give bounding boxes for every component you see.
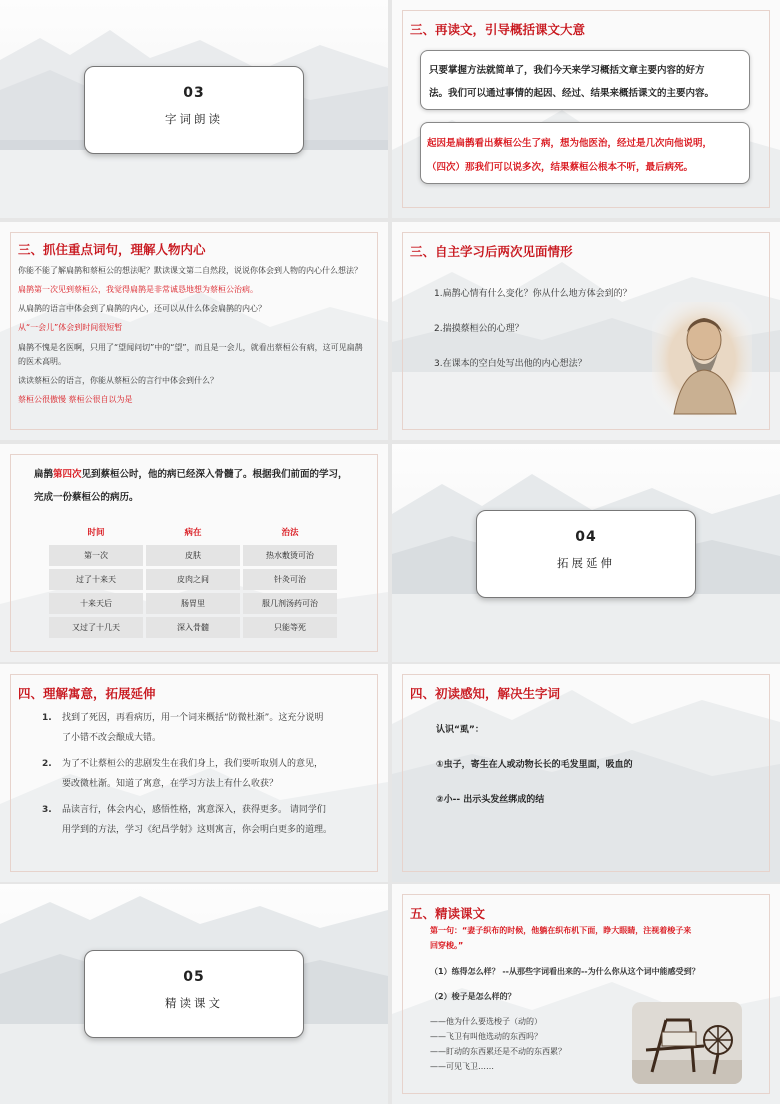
slide-1: [0, 0, 388, 218]
table-row: [49, 593, 337, 614]
item-line: 品读言行，体会内心，感悟性格，寓意深入，获得更多。 请同学们: [62, 805, 326, 815]
summary-box: [420, 50, 750, 110]
slide-7: [0, 664, 388, 882]
item-line: 要改微杜渐。知道了寓意，在学习方法上有什么收获？: [62, 779, 279, 789]
item-line: 找到了死因，再看病历，用一个词来概括“防微杜渐”。这充分说明: [62, 713, 324, 723]
list-item: [42, 754, 362, 798]
slide-6: [392, 444, 780, 662]
table-row: [49, 545, 337, 566]
intro-suffix: 见到蔡桓公时，他的病已经深入骨髓了。根据我们前面的学习，: [81, 469, 348, 480]
cell: 皮肉之间: [146, 569, 240, 590]
cell: 肠胃里: [146, 593, 240, 614]
table-row: [49, 617, 337, 638]
cell: 深入骨髓: [146, 617, 240, 638]
dash-line: ——飞卫有叫他选动的东西吗？: [430, 1032, 542, 1041]
text-line: 扁鹊不愧是名医啊，只用了“望闻问切”中的“望”，而且是一会儿，就看出蔡桓公有病，这可见扁鹊: [18, 343, 363, 352]
char-meaning-2: ②小-- 出示头发丝绑成的结: [436, 795, 545, 805]
list-item: [42, 800, 362, 844]
cell: 十来天后: [49, 593, 143, 614]
header-time: 时间: [49, 521, 143, 542]
section-label: 拓展延伸: [557, 556, 615, 570]
char-heading: 认识“虱”：: [436, 725, 484, 735]
slide-title: 四、初读感知，解决生字词: [410, 686, 561, 701]
slide-10: [392, 884, 780, 1104]
cell: 只能等死: [243, 617, 337, 638]
section-card-03: [84, 66, 304, 154]
text-line-answer: 从“一会儿”体会到时间很短暂: [18, 323, 123, 332]
slide-title: 四、理解寓意，拓展延伸: [18, 686, 156, 701]
section-label: 字词朗读: [165, 112, 223, 126]
answer-line-2: （四次）那我们可以说多次，结果蔡桓公根本不听，最后病死。: [427, 162, 694, 173]
item-line: 为了不让蔡桓公的悲剧发生在我们身上，我们要听取别人的意见，: [62, 759, 324, 769]
quote-line-2: 回穿梭。”: [430, 941, 464, 950]
cell: 服几剂汤药可治: [243, 593, 337, 614]
summary-line-2: 法。我们可以通过事情的起因、经过、结果来概括课文的主要内容。: [429, 88, 715, 99]
section-number: 04: [575, 529, 597, 545]
intro-line-1: [34, 466, 348, 480]
table-header-row: [49, 521, 337, 542]
slide-title: 三、自主学习后两次见面情形: [410, 244, 573, 259]
char-meaning-1: ①虫子，寄生在人或动物长长的毛发里面，吸血的: [436, 760, 633, 770]
item-line: 了小错不改会酿成大错。: [62, 733, 162, 743]
slide-9: [0, 884, 388, 1104]
slide-2: [392, 0, 780, 218]
slide-8: [392, 664, 780, 882]
answer-box: [420, 122, 750, 184]
question-1: （1）练得怎么样？ --从那些字词看出来的--为什么你从这个词中能感受到？: [430, 967, 700, 976]
slide-title: 五、精读课文: [410, 906, 486, 921]
item-number: 1.: [42, 713, 52, 723]
intro-line-2: 完成一份蔡桓公的病历。: [34, 492, 139, 503]
cell: 又过了十几天: [49, 617, 143, 638]
list-item: [42, 708, 362, 752]
question-3: 3.在课本的空白处写出他的内心想法？: [434, 359, 587, 369]
quote-line-1: 第一句：“妻子织布的时候，他躺在织布机下面，睁大眼睛，注视着梭子来: [430, 926, 692, 935]
section-number: 05: [183, 969, 205, 985]
section-card-05: [84, 950, 304, 1038]
table-row: [49, 569, 337, 590]
dash-line: ——盯动的东西累还是不动的东西累？: [430, 1047, 566, 1056]
text-line-answer: 蔡桓公很傲慢 蔡桓公很自以为是: [18, 395, 133, 404]
slide-title: 三、再读文，引导概括课文大意: [410, 22, 586, 37]
dash-line: ——他为什么要选梭子（动的）: [430, 1017, 542, 1026]
section-label: 精读课文: [165, 996, 223, 1010]
question-1: 1.扁鹊心情有什么变化？你从什么地方体会到的？: [434, 289, 632, 299]
section-number: 03: [183, 85, 205, 101]
cell: 热水敷烫可治: [243, 545, 337, 566]
slide-3: [0, 222, 388, 440]
header-treatment: 治法: [243, 521, 337, 542]
question-2: （2）梭子是怎么样的？: [430, 992, 516, 1001]
summary-line-1: 只要掌握方法就简单了，我们今天来学习概括文章主要内容的好方: [429, 65, 705, 76]
text-line: 的医术高明。: [18, 357, 66, 366]
item-text: [62, 800, 362, 840]
cell: 过了十来天: [49, 569, 143, 590]
intro-highlight: 第四次: [53, 469, 82, 480]
item-text: [62, 754, 362, 794]
section-card-04: [476, 510, 696, 598]
cell: 针灸可治: [243, 569, 337, 590]
loom-photo: [632, 1002, 742, 1084]
question-2: 2.揣摸蔡桓公的心理？: [434, 324, 524, 334]
slide-4: [392, 222, 780, 440]
slide-title: 三、抓住重点词句，理解人物内心: [18, 242, 206, 257]
medical-record-table: [46, 518, 340, 641]
text-line: 从扁鹊的语言中体会到了扁鹊的内心，还可以从什么体会扁鹊的内心？: [18, 304, 266, 313]
text-line: 读读蔡桓公的语言，你能从蔡桓公的言行中体会到什么？: [18, 376, 218, 385]
item-text: [62, 708, 362, 748]
dash-line: ——可见飞卫……: [430, 1062, 494, 1071]
bian-que-portrait: [652, 302, 752, 417]
text-line-answer: 扁鹊第一次见到蔡桓公，我觉得扁鹊是非常诚恳地想为蔡桓公治病。: [18, 285, 258, 294]
item-number: 3.: [42, 805, 52, 815]
intro-prefix: 扁鹊: [34, 469, 54, 480]
slide-5: [0, 444, 388, 662]
item-number: 2.: [42, 759, 52, 769]
item-line: 用学到的方法，学习《纪昌学射》这则寓言，你会明白更多的道理。: [62, 825, 333, 835]
cell: 皮肤: [146, 545, 240, 566]
cell: 第一次: [49, 545, 143, 566]
text-line: 你能不能了解扁鹊和蔡桓公的想法呢？默读课文第二自然段，说说你体会到人物的内心什么想法？: [18, 266, 362, 275]
answer-line-1: 起因是扁鹊看出蔡桓公生了病，想为他医治，经过是几次向他说明，: [427, 138, 713, 149]
header-disease-location: 病在: [146, 521, 240, 542]
